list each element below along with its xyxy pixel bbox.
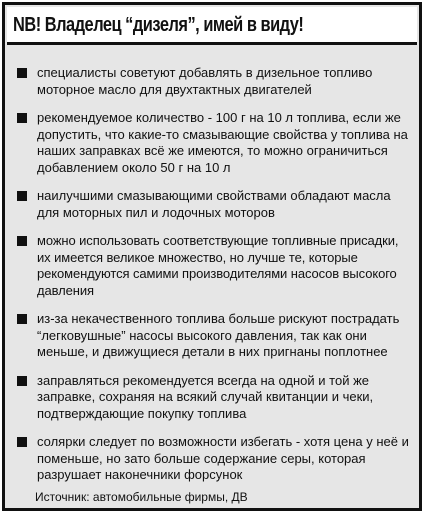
- square-bullet-icon: [17, 314, 27, 324]
- list-item-text: наилучшими смазывающими свойствами обладают масла для моторных пил и лодочных моторов: [37, 188, 391, 220]
- list-item-text: специалисты советуют добавлять в дизельное топливо моторное масло для двухтактных двигателей: [37, 65, 373, 97]
- list-item: [17, 110, 409, 176]
- square-bullet-icon: [17, 437, 27, 447]
- source-note: Источник: автомобильные фирмы, ДВ: [35, 490, 248, 504]
- list-item-text: можно использовать соответствующие топливные присадки, их имеется великое множество, но лучше те, которые рекомендуются самими производителями насосов высокого давления: [37, 233, 399, 298]
- list-item-text: из-за некачественного топлива больше рискуют пострадать “легковушные” насосы высокого давления, так как они меньше, и движущиеся детали в них пригнаны поплотнее: [37, 311, 400, 359]
- list-item: [17, 65, 409, 98]
- info-card: [2, 2, 422, 511]
- list-item: [17, 188, 409, 221]
- list-item: [17, 311, 409, 361]
- list-item: [17, 233, 409, 299]
- square-bullet-icon: [17, 113, 27, 123]
- card-title: NB! Владелец “дизеля”, имей в виду!: [13, 14, 304, 36]
- list-item-text: рекомендуемое количество - 100 г на 10 л топлива, если же допустить, что какие-то смазывающие свойства у топлива на наших заправках всё же имеются, то можно ограничиться добавлением около 50 г на 10 л: [37, 110, 408, 175]
- list-item-text: солярки следует по возможности избегать - хотя цена у неё и поменьше, но зато больше содержание серы, которая разрушает наконечники форсунок: [37, 434, 409, 482]
- list-item-text: заправляться рекомендуется всегда на одной и той же заправке, сохраняя на всякий случай квитанции и чеки, подтверждающие покупку топлива: [37, 372, 374, 421]
- square-bullet-icon: [17, 376, 27, 386]
- square-bullet-icon: [17, 191, 27, 201]
- list-item: [17, 434, 409, 484]
- square-bullet-icon: [17, 68, 27, 78]
- list-item: [17, 373, 409, 423]
- tips-list: [17, 65, 409, 496]
- title-bar: [7, 7, 417, 45]
- square-bullet-icon: [17, 236, 27, 246]
